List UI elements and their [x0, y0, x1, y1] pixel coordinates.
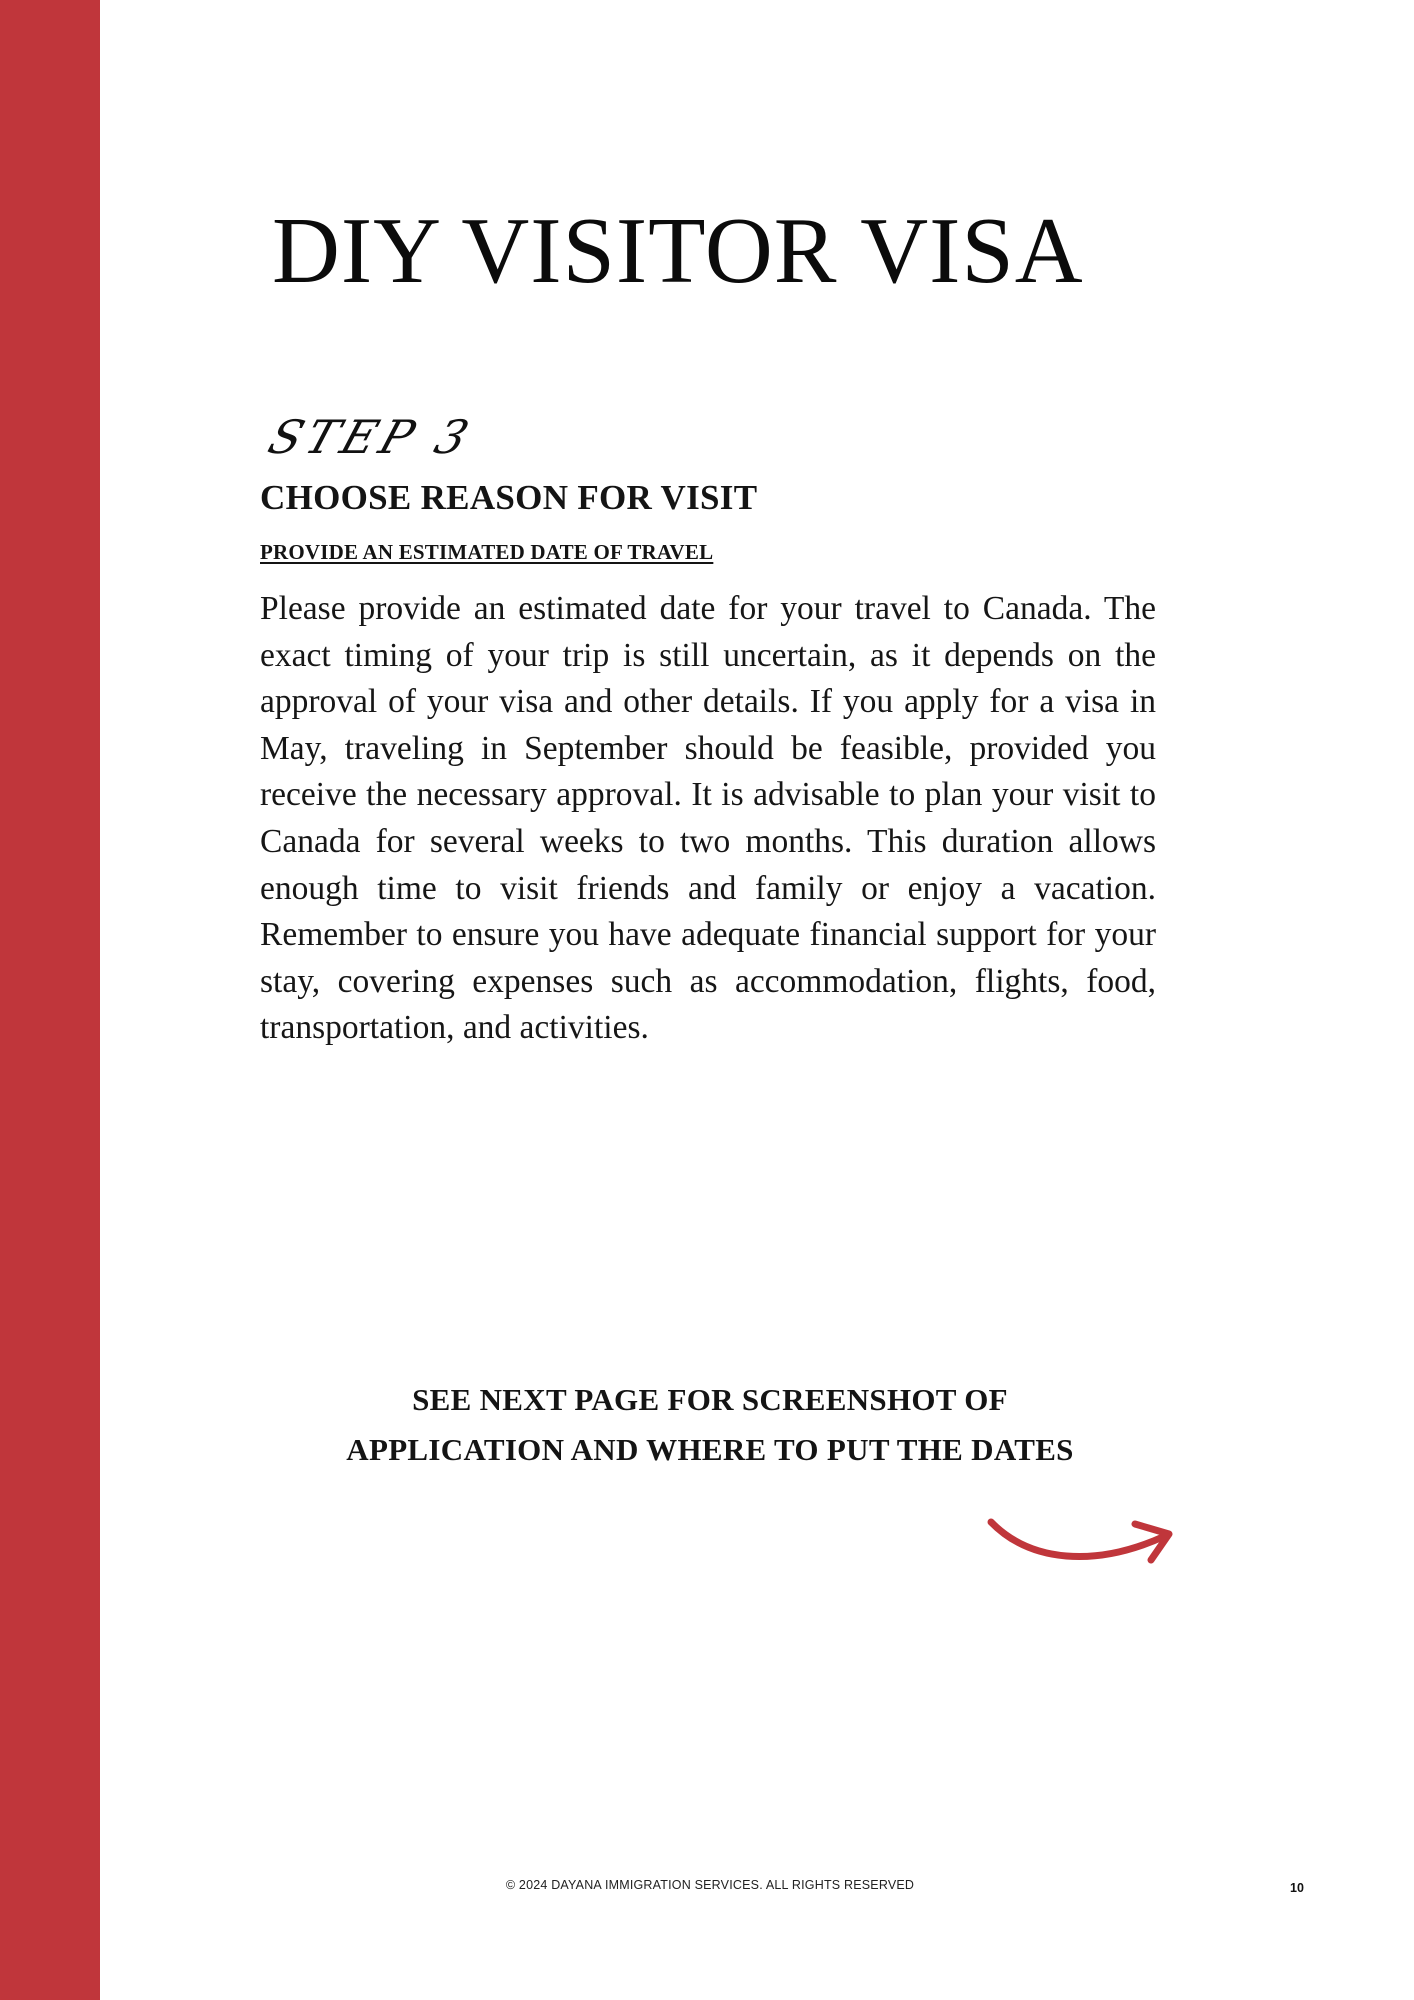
page-title: DIY VISITOR VISA — [272, 199, 1084, 303]
section-heading: CHOOSE REASON FOR VISIT — [260, 478, 758, 517]
next-page-note — [300, 1375, 1120, 1475]
next-page-note-line-2: APPLICATION AND WHERE TO PUT THE DATES — [346, 1432, 1074, 1467]
section-subheading: PROVIDE AN ESTIMATED DATE OF TRAVEL — [260, 540, 714, 564]
step-label: STEP 3 — [262, 410, 481, 464]
curved-arrow-right-icon — [975, 1500, 1175, 1580]
body-paragraph: Please provide an estimated date for your travel to Canada. The exact timing of your trip is still uncertain, as it depends on the approval of your visa and other details. If you apply for a visa in May, traveling in September should be feasible, provided you receive the necessary approval. It is advisable to plan your visit to Canada for several weeks to two months. This duration allows enough time to visit friends and family or enjoy a vacation. Remember to ensure you have adequate financial support for your stay, covering expenses such as accommodation, flights, food, transportation, and activities. — [260, 590, 1156, 1047]
page-number: 10 — [1290, 1881, 1304, 1895]
accent-side-bar — [0, 0, 100, 2000]
copyright-footer: © 2024 DAYANA IMMIGRATION SERVICES. ALL RIGHTS RESERVED — [505, 1878, 915, 1892]
next-page-note-line-1: SEE NEXT PAGE FOR SCREENSHOT OF — [412, 1382, 1008, 1417]
